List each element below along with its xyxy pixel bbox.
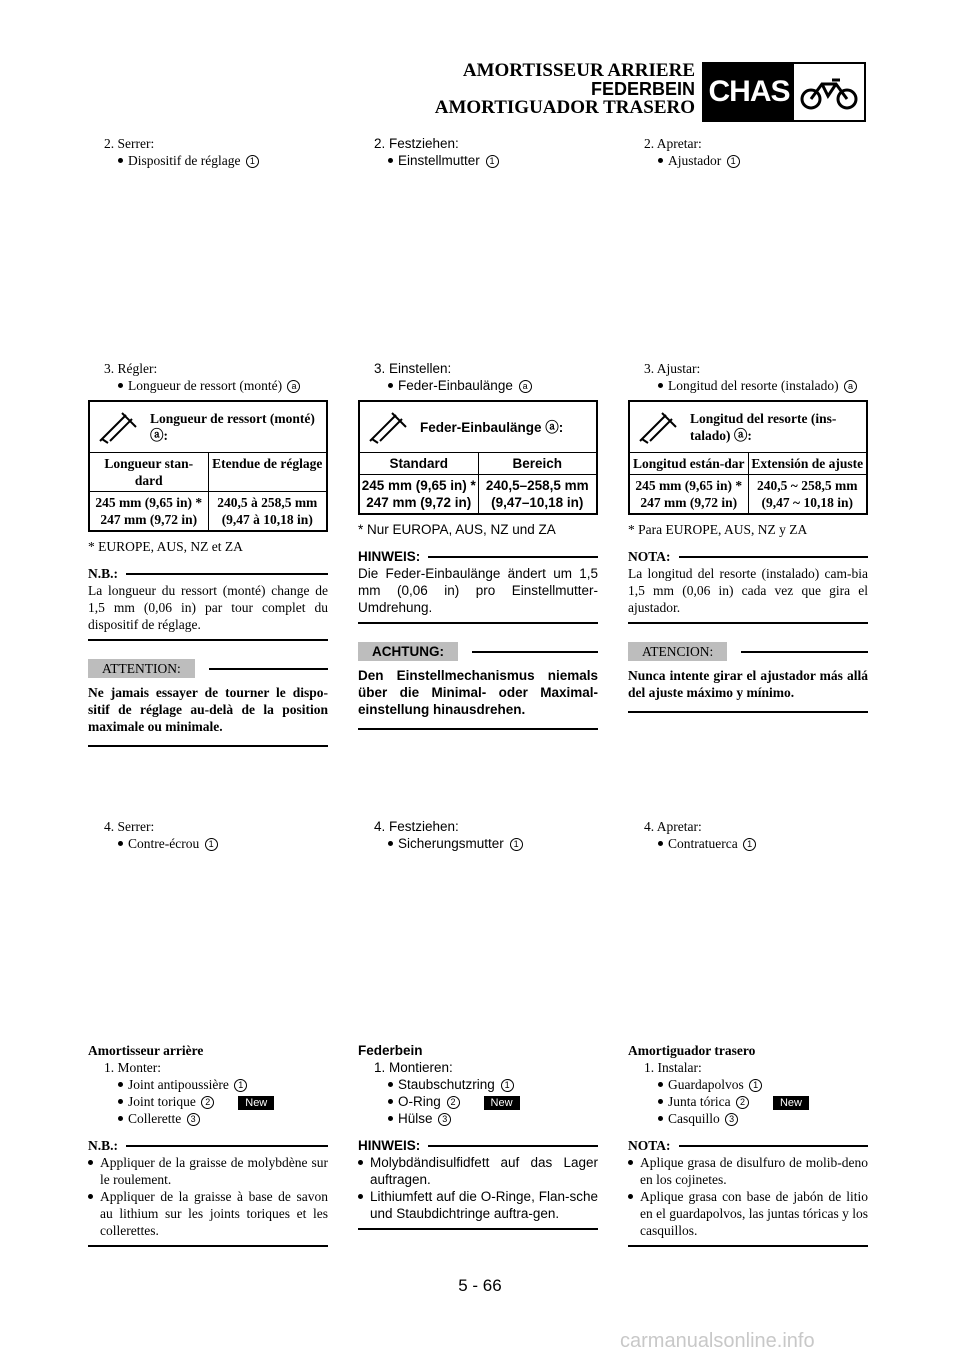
page-number: 5 - 66	[458, 1276, 502, 1295]
item-label: Hülse	[398, 1111, 433, 1126]
step-4-item	[88, 835, 328, 852]
divider	[628, 622, 868, 624]
caution-text: Nunca intente girar el ajustador más allá del ajuste máximo y mínimo.	[628, 668, 868, 700]
ref-1: 1	[501, 1079, 514, 1092]
divider	[358, 622, 598, 624]
ref-3: 3	[438, 1113, 451, 1126]
install-item-2	[88, 1093, 328, 1110]
note-label: N.B.:	[88, 1138, 118, 1153]
spec-footnote: * EUROPE, AUS, NZ et ZA	[88, 539, 243, 554]
item-label: Staubschutzring	[398, 1077, 495, 1092]
ref-2: 2	[447, 1096, 460, 1109]
column-de-install	[358, 1042, 598, 1230]
item-label: Contratuerca	[668, 836, 738, 851]
note-text: La longitud del resorte (instalado) cam-bia 1,5 mm (0,06 in) cada vez que gira el ajustador.	[628, 566, 868, 615]
install-heading: 1. Instalar:	[644, 1060, 702, 1075]
spec-col1-header: Longitud están-dar	[633, 456, 745, 471]
column-de	[358, 135, 598, 169]
step-2-heading: 2. Apretar:	[644, 136, 702, 151]
item-label: Collerette	[128, 1111, 182, 1126]
step-2-item	[358, 152, 598, 169]
ref-1: 1	[743, 838, 756, 851]
note-heading	[358, 1137, 598, 1154]
caliper-icon	[360, 402, 416, 452]
section-title: Amortiguador trasero	[628, 1043, 756, 1058]
column-fr-install	[88, 1042, 328, 1247]
spec-box	[88, 400, 328, 532]
note-bullet-2: Lithiumfett auf die O-Ringe, Flan-sche und Staubdichtringe auftra-gen.	[358, 1188, 598, 1222]
note-label: HINWEIS:	[358, 549, 421, 564]
ref-1: 1	[246, 155, 259, 168]
caution-label: ATENCION:	[628, 642, 727, 661]
spec-col1-value: 245 mm (9,65 in) * 247 mm (9,72 in)	[95, 495, 203, 527]
divider	[88, 1245, 328, 1247]
note-heading	[358, 548, 598, 565]
item-label: Casquillo	[668, 1111, 720, 1126]
ref-1: 1	[234, 1079, 247, 1092]
step-3-item	[358, 377, 598, 394]
spec-box	[628, 400, 868, 515]
step-2-heading: 2. Festziehen:	[374, 136, 459, 151]
note-label: HINWEIS:	[358, 1138, 421, 1153]
new-badge: New	[773, 1096, 809, 1110]
new-badge: New	[484, 1096, 520, 1110]
install-item-3	[628, 1110, 868, 1127]
item-label: Dispositif de réglage	[128, 153, 241, 168]
item-label: Sicherungsmutter	[398, 836, 504, 851]
install-item-1	[358, 1076, 598, 1093]
caution-label: ATTENTION:	[88, 659, 195, 678]
spec-title: Longitud del resorte (ins-talado) ⓐ:	[690, 411, 837, 443]
divider	[358, 728, 598, 730]
caution-text: Ne jamais essayer de tourner le dispo-sitif de réglage au-delà de la position maximale ou minimale.	[88, 685, 328, 734]
note-bullet-1: Molybdändisulfidfett auf das Lager auftragen.	[358, 1154, 598, 1188]
caution-heading	[358, 642, 598, 661]
spec-footnote: * Para EUROPE, AUS, NZ y ZA	[628, 522, 808, 537]
note-heading	[628, 1137, 868, 1154]
spec-box	[358, 400, 598, 515]
chas-label: CHAS	[704, 64, 794, 120]
spec-col2-header: Extensión de ajuste	[748, 453, 867, 474]
ref-1: 1	[510, 838, 523, 851]
step-3-item	[628, 377, 868, 394]
caution-text: Den Einstellmechanismus niemals über die Minimal- oder Maximal-einstellung hinausdrehen.	[358, 668, 598, 717]
ref-1: 1	[205, 838, 218, 851]
item-label: O-Ring	[398, 1094, 441, 1109]
install-item-1	[628, 1076, 868, 1093]
column-fr-step4	[88, 818, 328, 852]
item-label: Contre-écrou	[128, 836, 200, 851]
spec-col1-header: Longueur stan-dard	[104, 456, 194, 488]
column-es-step4	[628, 818, 868, 852]
header-title-fr: AMORTISSEUR ARRIERE	[462, 60, 695, 81]
install-heading: 1. Monter:	[104, 1060, 161, 1075]
ref-1: 1	[486, 155, 499, 168]
header-title-es: AMORTIGUADOR TRASERO	[434, 97, 695, 118]
step-3-heading: 3. Einstellen:	[374, 361, 452, 376]
step-2-heading: 2. Serrer:	[104, 136, 155, 151]
ref-1: 1	[749, 1079, 762, 1092]
item-label: Ajustador	[668, 153, 722, 168]
note-heading	[88, 1137, 328, 1154]
column-de-adjust	[358, 360, 598, 730]
ref-1: 1	[727, 155, 740, 168]
step-3-heading: 3. Régler:	[104, 361, 158, 376]
item-label: Longitud del resorte (instalado)	[668, 378, 839, 393]
section-title: Federbein	[358, 1043, 423, 1058]
step-2-item	[88, 152, 328, 169]
ref-3: 3	[187, 1113, 200, 1126]
note-bullet-1: Appliquer de la graisse de molybdène sur le roulement.	[88, 1154, 328, 1188]
step-4-heading: 4. Serrer:	[104, 819, 155, 834]
item-label: Joint torique	[128, 1094, 196, 1109]
chas-section-badge	[702, 62, 866, 122]
step-4-item	[358, 835, 598, 852]
item-label: Longueur de ressort (monté)	[128, 378, 283, 393]
install-item-2	[358, 1093, 598, 1110]
caution-label: ACHTUNG:	[358, 642, 458, 661]
spec-col1-value: 245 mm (9,65 in) * 247 mm (9,72 in)	[361, 478, 476, 510]
item-label: Guardapolvos	[668, 1077, 744, 1092]
step-3-item	[88, 377, 328, 394]
step-4-heading: 4. Festziehen:	[374, 819, 459, 834]
install-item-3	[358, 1110, 598, 1127]
note-heading	[628, 548, 868, 565]
ref-2: 2	[201, 1096, 214, 1109]
spec-col2-value: 240,5–258,5 mm (9,47–10,18 in)	[478, 475, 597, 513]
spec-col2-header: Bereich	[478, 453, 597, 474]
item-label: Einstellmutter	[398, 153, 480, 168]
caliper-icon	[630, 402, 686, 452]
install-heading: 1. Montieren:	[374, 1060, 453, 1075]
divider	[628, 711, 868, 713]
spec-col2-value: 240,5 ~ 258,5 mm (9,47 ~ 10,18 in)	[748, 475, 867, 513]
step-4-item	[628, 835, 868, 852]
ref-a: a	[287, 380, 300, 393]
caution-heading	[628, 642, 868, 661]
spec-title: Feder-Einbaulänge ⓐ:	[420, 419, 564, 435]
divider	[88, 745, 328, 747]
ref-a: a	[844, 380, 857, 393]
note-label: N.B.:	[88, 566, 118, 581]
install-item-2	[628, 1093, 868, 1110]
note-text: Die Feder-Einbaulänge ändert um 1,5 mm (0,06 in) pro Einstellmutter-Umdrehung.	[358, 566, 598, 615]
divider	[358, 1228, 598, 1230]
column-es-adjust	[628, 360, 868, 713]
spec-title: Longueur de ressort (monté) ⓐ:	[150, 411, 315, 443]
ref-a: a	[519, 380, 532, 393]
column-es-install	[628, 1042, 868, 1247]
note-label: NOTA:	[628, 549, 671, 564]
divider	[88, 639, 328, 641]
note-bullet-2: Aplique grasa con base de jabón de litio en el guardapolvos, las juntas tóricas y los casquillos.	[628, 1188, 868, 1239]
ref-2: 2	[736, 1096, 749, 1109]
column-es	[628, 135, 868, 169]
spec-footnote: * Nur EUROPA, AUS, NZ und ZA	[358, 522, 556, 537]
column-fr	[88, 135, 328, 169]
ref-3: 3	[725, 1113, 738, 1126]
watermark: carmanualsonline.info	[620, 1330, 815, 1352]
spec-col2-value: 240,5 à 258,5 mm (9,47 à 10,18 in)	[208, 492, 327, 530]
column-fr-adjust	[88, 360, 328, 747]
caliper-icon	[90, 402, 146, 452]
spec-col1-header: Standard	[389, 456, 448, 471]
caution-heading	[88, 659, 328, 678]
section-title: Amortisseur arrière	[88, 1043, 204, 1058]
note-label: NOTA:	[628, 1138, 671, 1153]
step-4-heading: 4. Apretar:	[644, 819, 702, 834]
step-2-item	[628, 152, 868, 169]
note-text: La longueur du ressort (monté) change de 1,5 mm (0,06 in) par tour complet du dispositif de réglage.	[88, 583, 328, 632]
item-label: Joint antipoussière	[128, 1077, 229, 1092]
note-heading	[88, 565, 328, 582]
new-badge: New	[238, 1096, 274, 1110]
item-label: Junta tórica	[668, 1094, 731, 1109]
install-item-1	[88, 1076, 328, 1093]
note-bullet-1: Aplique grasa de disulfuro de molib-deno en los cojinetes.	[628, 1154, 868, 1188]
spec-col1-value: 245 mm (9,65 in) * 247 mm (9,72 in)	[635, 478, 743, 510]
column-de-step4	[358, 818, 598, 852]
divider	[628, 1245, 868, 1247]
item-label: Feder-Einbaulänge	[398, 378, 513, 393]
spec-col2-header: Etendue de réglage	[208, 453, 327, 491]
header-title-de: FEDERBEIN	[590, 79, 695, 99]
note-bullet-2: Appliquer de la graisse à base de savon au lithium sur les joints toriques et les collerettes.	[88, 1188, 328, 1239]
step-3-heading: 3. Ajustar:	[644, 361, 701, 376]
motorcycle-icon	[794, 64, 864, 120]
install-item-3	[88, 1110, 328, 1127]
